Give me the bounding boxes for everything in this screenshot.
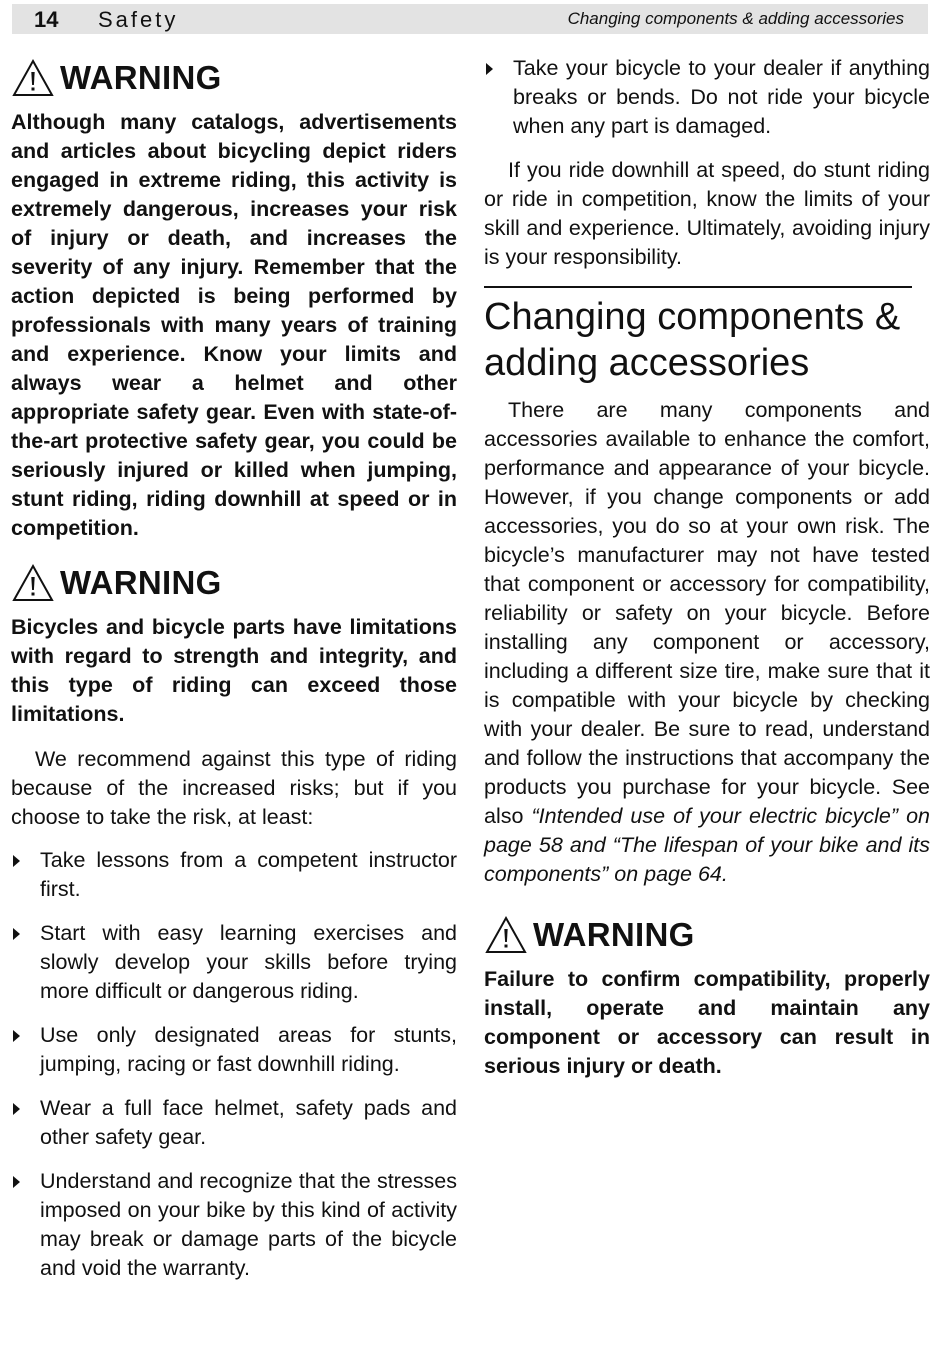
warning-title: WARNING: [60, 564, 222, 601]
running-title: Changing components & adding accessories: [567, 9, 904, 28]
left-column: [11, 54, 457, 1298]
list-item: Take lessons from a competent instructor first.: [11, 846, 457, 904]
arrow-bullet-icon: [13, 855, 20, 867]
responsibility-paragraph: If you ride downhill at speed, do stunt riding or ride in competition, know the limits of your skill and experience. Ultimately, avoiding injury is your responsibility.: [484, 158, 930, 269]
intro-paragraph: We recommend against this type of riding because of the increased risks; but if you choose to take the risk, at least:: [11, 747, 457, 829]
safety-list-continued: [484, 54, 930, 141]
arrow-bullet-icon: [13, 928, 20, 940]
page-number: 14: [34, 7, 59, 32]
warning-text: Although many catalogs, advertisements and articles about bicycling depict riders engaged in extreme riding, this activity is extremely dangerous, increases your risk of injury or death, and increases the severity of any injury. Remember that the action depicted is being performed by professionals with many years of training and experience. Know your limits and always wear a helmet and other appropriate safety gear. Even with state-of-the-art protective safety gear, you could be seriously injured or killed when jumping, stunt riding, riding downhill at speed or in competition.: [11, 110, 457, 540]
list-item: Start with easy learning exercises and slowly develop your skills before trying more difficult or dangerous riding.: [11, 919, 457, 1006]
warning-heading: [11, 54, 457, 102]
arrow-bullet-icon: [13, 1030, 20, 1042]
warning-title: WARNING: [60, 59, 222, 96]
warning-triangle-icon: [11, 563, 55, 603]
list-item: Use only designated areas for stunts, jumping, racing or fast downhill riding.: [11, 1021, 457, 1079]
warning-triangle-icon: [484, 915, 528, 955]
list-item: Wear a full face helmet, safety pads and other safety gear.: [11, 1094, 457, 1152]
warning-text: Bicycles and bicycle parts have limitations with regard to strength and integrity, and this type of riding can exceed those limitations.: [11, 615, 457, 726]
warning-triangle-icon: [11, 58, 55, 98]
warning-title: WARNING: [533, 916, 695, 953]
warning-text: Failure to confirm compatibility, properly install, operate and maintain any component or accessory can result in serious injury or death.: [484, 967, 930, 1078]
arrow-bullet-icon: [13, 1176, 20, 1188]
list-item: Understand and recognize that the stresses imposed on your bike by this kind of activity may break or damage parts of the bicycle and void the warranty.: [11, 1167, 457, 1283]
safety-list: [11, 846, 457, 1283]
arrow-bullet-icon: [486, 63, 493, 75]
right-column: [484, 54, 930, 1081]
cross-reference: “Intended use of your electric bicycle” on page 58 and “The lifespan of your bike and its components” on page 64.: [484, 804, 930, 886]
warning-heading: [11, 559, 457, 607]
list-item: Take your bicycle to your dealer if anything breaks or bends. Do not ride your bicycle when any part is damaged.: [484, 54, 930, 141]
page-header: [12, 4, 928, 34]
arrow-bullet-icon: [13, 1103, 20, 1115]
section-name: Safety: [98, 7, 179, 32]
components-paragraph: There are many components and accessories available to enhance the comfort, performance and appearance of your bicycle. However, if you change components or add accessories, you do so at your own risk. The bicycle’s manufacturer may not have tested that component or accessory for compatibility, reliability or safety on your bicycle. Before installing any component or accessory, including a different size tire, make sure that it is compatible with your bicycle by checking with your dealer. Be sure to read, understand and follow the instructions that accompany the products you purchase for your bicycle. See also “Intended use of your electric bicycle” on page 58 and “The lifespan of your bike and its components” on page 64.: [484, 398, 930, 886]
warning-heading: [484, 911, 930, 959]
section-divider: [484, 286, 912, 288]
section-title: Changing components & adding accessories: [484, 296, 901, 384]
